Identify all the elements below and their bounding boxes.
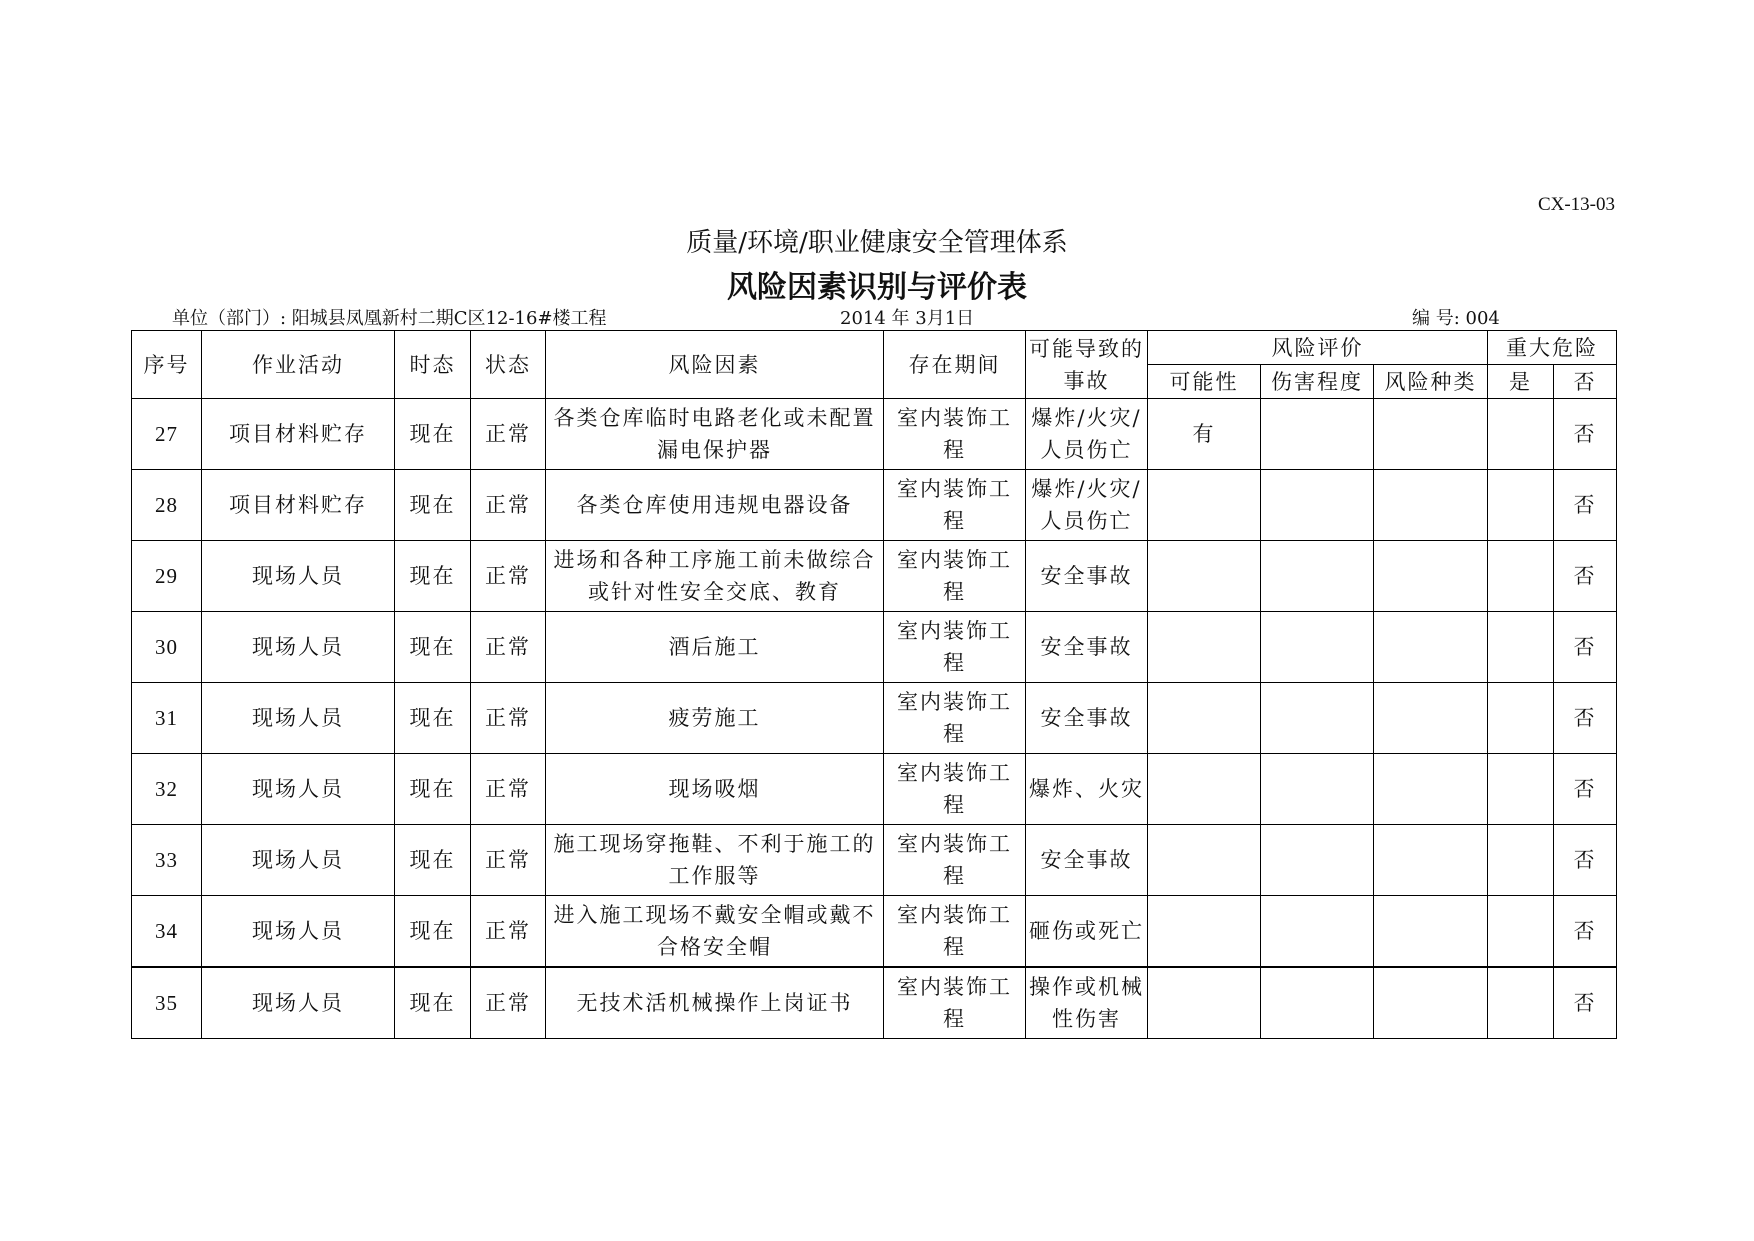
cell-activity: 现场人员: [202, 683, 395, 754]
cell-severity: [1261, 967, 1374, 1039]
cell-state: 正常: [471, 399, 546, 470]
cell-risk-type: [1374, 470, 1488, 541]
cell-seq: 35: [132, 967, 202, 1039]
header-factor: 风险因素: [546, 331, 884, 399]
header-severity: 伤害程度: [1261, 365, 1374, 399]
cell-factor: 各类仓库临时电路老化或未配置漏电保护器: [546, 399, 884, 470]
cell-factor: 酒后施工: [546, 612, 884, 683]
cell-activity: 现场人员: [202, 967, 395, 1039]
cell-period: 室内装饰工程: [884, 754, 1026, 825]
table-row: [132, 825, 1617, 896]
date-label: 2014 年 3月1日: [840, 308, 975, 329]
table-row: [132, 896, 1617, 968]
table-row: [132, 470, 1617, 541]
cell-accident: 操作或机械性伤害: [1026, 967, 1148, 1039]
cell-state: 正常: [471, 541, 546, 612]
unit-label: 单位（部门）: 阳城县凤凰新村二期C区12-16#楼工程: [172, 308, 607, 329]
cell-severity: [1261, 541, 1374, 612]
header-tense: 时态: [395, 331, 471, 399]
cell-accident: 爆炸/火灾/人员伤亡: [1026, 470, 1148, 541]
cell-period: 室内装饰工程: [884, 541, 1026, 612]
cell-activity: 现场人员: [202, 825, 395, 896]
cell-state: 正常: [471, 967, 546, 1039]
cell-state: 正常: [471, 683, 546, 754]
cell-seq: 34: [132, 896, 202, 968]
cell-risk-type: [1374, 683, 1488, 754]
cell-factor: 进入施工现场不戴安全帽或戴不合格安全帽: [546, 896, 884, 968]
table-row: [132, 683, 1617, 754]
cell-possibility: [1148, 754, 1261, 825]
cell-severity: [1261, 754, 1374, 825]
cell-activity: 现场人员: [202, 896, 395, 968]
cell-risk-type: [1374, 754, 1488, 825]
cell-period: 室内装饰工程: [884, 967, 1026, 1039]
cell-accident: 爆炸/火灾/人员伤亡: [1026, 399, 1148, 470]
cell-accident: 砸伤或死亡: [1026, 896, 1148, 968]
risk-table: [131, 330, 1617, 1039]
cell-period: 室内装饰工程: [884, 399, 1026, 470]
header-evaluation: 风险评价: [1148, 331, 1488, 365]
cell-severity: [1261, 683, 1374, 754]
header-major: 重大危险: [1488, 331, 1617, 365]
cell-major-no: 否: [1554, 967, 1617, 1039]
table-row: [132, 612, 1617, 683]
cell-possibility: [1148, 541, 1261, 612]
cell-accident: 爆炸、火灾: [1026, 754, 1148, 825]
cell-factor: 无技术活机械操作上岗证书: [546, 967, 884, 1039]
cell-major-yes: [1488, 754, 1554, 825]
cell-tense: 现在: [395, 825, 471, 896]
cell-risk-type: [1374, 612, 1488, 683]
header-period: 存在期间: [884, 331, 1026, 399]
cell-risk-type: [1374, 399, 1488, 470]
cell-accident: 安全事故: [1026, 541, 1148, 612]
header-accident: 可能导致的事故: [1026, 331, 1148, 399]
cell-tense: 现在: [395, 612, 471, 683]
cell-possibility: [1148, 470, 1261, 541]
cell-accident: 安全事故: [1026, 825, 1148, 896]
header-possibility: 可能性: [1148, 365, 1261, 399]
cell-tense: 现在: [395, 470, 471, 541]
header-state: 状态: [471, 331, 546, 399]
cell-activity: 项目材料贮存: [202, 399, 395, 470]
system-title: 质量/环境/职业健康安全管理体系: [686, 228, 1068, 258]
cell-factor: 施工现场穿拖鞋、不利于施工的工作服等: [546, 825, 884, 896]
cell-possibility: [1148, 825, 1261, 896]
cell-period: 室内装饰工程: [884, 470, 1026, 541]
cell-major-yes: [1488, 612, 1554, 683]
cell-major-no: 否: [1554, 754, 1617, 825]
cell-seq: 32: [132, 754, 202, 825]
cell-factor: 疲劳施工: [546, 683, 884, 754]
cell-state: 正常: [471, 896, 546, 968]
cell-period: 室内装饰工程: [884, 896, 1026, 968]
header-activity: 作业活动: [202, 331, 395, 399]
table-row: [132, 541, 1617, 612]
cell-major-no: 否: [1554, 399, 1617, 470]
cell-tense: 现在: [395, 754, 471, 825]
cell-major-yes: [1488, 896, 1554, 968]
cell-seq: 33: [132, 825, 202, 896]
cell-major-no: 否: [1554, 541, 1617, 612]
cell-major-yes: [1488, 399, 1554, 470]
cell-risk-type: [1374, 967, 1488, 1039]
cell-risk-type: [1374, 825, 1488, 896]
cell-possibility: [1148, 683, 1261, 754]
cell-accident: 安全事故: [1026, 612, 1148, 683]
cell-major-yes: [1488, 683, 1554, 754]
cell-possibility: [1148, 612, 1261, 683]
number-label: 编 号: 004: [1412, 308, 1500, 329]
cell-period: 室内装饰工程: [884, 825, 1026, 896]
cell-tense: 现在: [395, 967, 471, 1039]
cell-seq: 31: [132, 683, 202, 754]
cell-major-no: 否: [1554, 683, 1617, 754]
header-risk-type: 风险种类: [1374, 365, 1488, 399]
cell-major-no: 否: [1554, 470, 1617, 541]
cell-activity: 现场人员: [202, 612, 395, 683]
cell-seq: 29: [132, 541, 202, 612]
cell-possibility: 有: [1148, 399, 1261, 470]
cell-period: 室内装饰工程: [884, 683, 1026, 754]
cell-severity: [1261, 825, 1374, 896]
cell-tense: 现在: [395, 399, 471, 470]
cell-tense: 现在: [395, 683, 471, 754]
table-row: [132, 967, 1617, 1039]
table-row: [132, 399, 1617, 470]
cell-possibility: [1148, 896, 1261, 968]
form-title: 风险因素识别与评价表: [727, 270, 1027, 305]
cell-state: 正常: [471, 754, 546, 825]
cell-state: 正常: [471, 612, 546, 683]
header-no: 否: [1554, 365, 1617, 399]
cell-severity: [1261, 896, 1374, 968]
cell-factor: 现场吸烟: [546, 754, 884, 825]
cell-major-yes: [1488, 541, 1554, 612]
header-yes: 是: [1488, 365, 1554, 399]
cell-major-no: 否: [1554, 825, 1617, 896]
cell-seq: 30: [132, 612, 202, 683]
cell-tense: 现在: [395, 541, 471, 612]
cell-activity: 现场人员: [202, 754, 395, 825]
cell-major-no: 否: [1554, 896, 1617, 968]
cell-accident: 安全事故: [1026, 683, 1148, 754]
cell-factor: 进场和各种工序施工前未做综合或针对性安全交底、教育: [546, 541, 884, 612]
cell-tense: 现在: [395, 896, 471, 968]
cell-severity: [1261, 470, 1374, 541]
cell-major-no: 否: [1554, 612, 1617, 683]
risk-table-body: [132, 399, 1617, 1039]
cell-activity: 现场人员: [202, 541, 395, 612]
cell-major-yes: [1488, 825, 1554, 896]
cell-period: 室内装饰工程: [884, 612, 1026, 683]
cell-major-yes: [1488, 470, 1554, 541]
cell-activity: 项目材料贮存: [202, 470, 395, 541]
cell-seq: 27: [132, 399, 202, 470]
cell-major-yes: [1488, 967, 1554, 1039]
cell-state: 正常: [471, 470, 546, 541]
table-row: [132, 754, 1617, 825]
cell-risk-type: [1374, 896, 1488, 968]
cell-seq: 28: [132, 470, 202, 541]
header-seq: 序号: [132, 331, 202, 399]
document-code: CX-13-03: [1537, 194, 1615, 215]
cell-risk-type: [1374, 541, 1488, 612]
cell-possibility: [1148, 967, 1261, 1039]
cell-severity: [1261, 612, 1374, 683]
cell-state: 正常: [471, 825, 546, 896]
cell-factor: 各类仓库使用违规电器设备: [546, 470, 884, 541]
cell-severity: [1261, 399, 1374, 470]
